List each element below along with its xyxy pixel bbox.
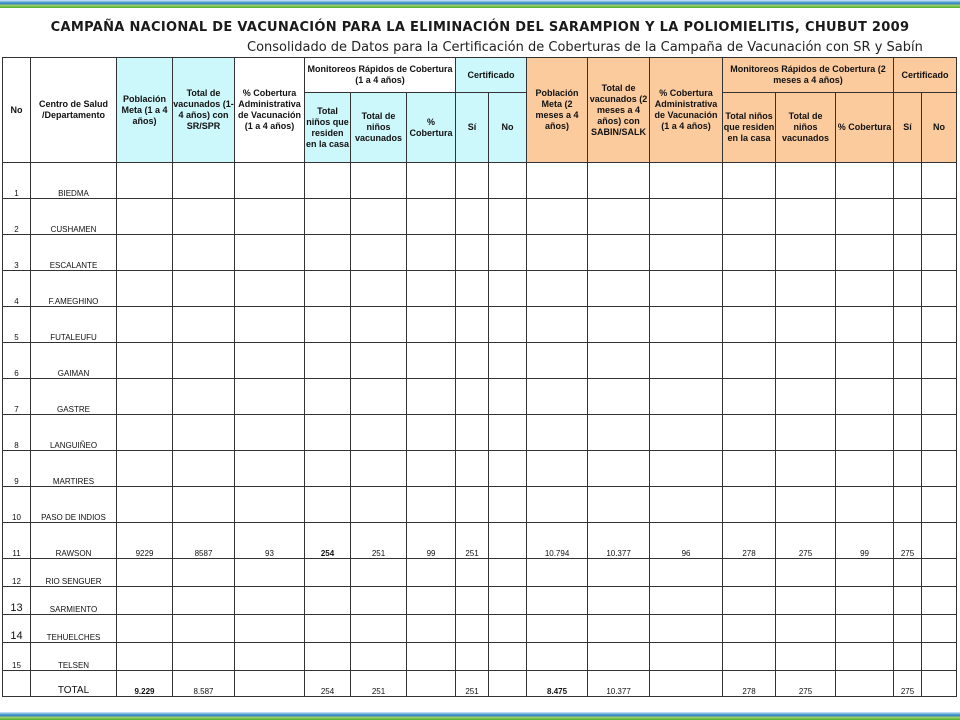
- row-number: 15: [3, 643, 31, 671]
- header-si-sr: Sí: [456, 93, 489, 163]
- cell-vacunados-sr: 251: [351, 523, 407, 559]
- page-title: CAMPAÑA NACIONAL DE VACUNACIÓN PARA LA ELIMINACIÓN DEL SARAMPION Y LA POLIOMIELITIS, CHUBUT 2009: [50, 20, 910, 35]
- header-residen-sr: Total niños que residen en la casa: [305, 93, 351, 163]
- row-number: 9: [3, 451, 31, 487]
- table-row: [3, 163, 957, 199]
- row-department: ESCALANTE: [31, 235, 117, 271]
- total-residen-sr: 254: [305, 671, 351, 697]
- header-cobertura-sr: % Cobertura Administrativa de Vacunación (1 a 4 años): [235, 58, 305, 163]
- table-row: [3, 199, 957, 235]
- table-row: [3, 487, 957, 523]
- total-poblacion-sr: 9.229: [117, 671, 173, 697]
- cell-vacunados-sabin: 275: [776, 523, 836, 559]
- header-vacunados-sr: Total de niños vacunados: [351, 93, 407, 163]
- total-si-sr: 251: [456, 671, 489, 697]
- cell-total-sr: 8587: [173, 523, 235, 559]
- header-pct-sabin: % Cobertura: [836, 93, 894, 163]
- row-number: 3: [3, 235, 31, 271]
- table-row: [3, 343, 957, 379]
- table-row: [3, 415, 957, 451]
- cell-poblacion-sabin: 10.794: [527, 523, 588, 559]
- row-number: 14: [3, 615, 31, 643]
- row-number: 4: [3, 271, 31, 307]
- cell-residen-sabin: 278: [723, 523, 776, 559]
- header-residen-sabin: Total niños que residen en la casa: [723, 93, 776, 163]
- total-residen-sabin: 278: [723, 671, 776, 697]
- row-number: 8: [3, 415, 31, 451]
- table-row: [3, 451, 957, 487]
- total-row: [3, 671, 957, 697]
- total-label: TOTAL: [31, 671, 117, 697]
- header-certificado-sabin: Certificado: [894, 58, 957, 93]
- row-department: F.AMEGHINO: [31, 271, 117, 307]
- header-pct-sr: % Cobertura: [407, 93, 456, 163]
- page-subtitle: Consolidado de Datos para la Certificación de Coberturas de la Campaña de Vacunación con SR y Sabín: [247, 40, 923, 55]
- row-number: 6: [3, 343, 31, 379]
- row-number: 2: [3, 199, 31, 235]
- table-row: [3, 307, 957, 343]
- row-department: TELSEN: [31, 643, 117, 671]
- row-department: PASO DE INDIOS: [31, 487, 117, 523]
- table-row: [3, 271, 957, 307]
- header-centro: Centro de Salud /Departamento: [31, 58, 117, 163]
- table-row: [3, 643, 957, 671]
- row-number: 12: [3, 559, 31, 587]
- row-number: 7: [3, 379, 31, 415]
- header-cobertura-sabin: % Cobertura Administrativa de Vacunación (1 a 4 años): [650, 58, 723, 163]
- total-si-sabin: 275: [894, 671, 922, 697]
- table-row: [3, 379, 957, 415]
- table-row: [3, 523, 957, 559]
- header-poblacion-sabin: Población Meta (2 meses a 4 años): [527, 58, 588, 163]
- header-total-sabin: Total de vacunados (2 meses a 4 años) con SABIN/SALK: [588, 58, 650, 163]
- header-monitoreos-sr: Monitoreos Rápidos de Cobertura (1 a 4 años): [305, 58, 456, 93]
- header-no-sr: No: [489, 93, 527, 163]
- row-department: GASTRE: [31, 379, 117, 415]
- bottom-decorative-stripe: [0, 712, 960, 720]
- top-decorative-stripe: [0, 0, 960, 8]
- cell-cobertura-sr: 93: [235, 523, 305, 559]
- cell-pct-sr: 99: [407, 523, 456, 559]
- row-number: 13: [3, 587, 31, 615]
- total-total-sr: 8.587: [173, 671, 235, 697]
- total-poblacion-sabin: 8.475: [527, 671, 588, 697]
- table-row: [3, 559, 957, 587]
- table-row: [3, 235, 957, 271]
- row-department: BIEDMA: [31, 163, 117, 199]
- row-number: 11: [3, 523, 31, 559]
- row-department: CUSHAMEN: [31, 199, 117, 235]
- cell-cobertura-sabin: 96: [650, 523, 723, 559]
- header-vacunados-sabin: Total de niños vacunados: [776, 93, 836, 163]
- row-department: RAWSON: [31, 523, 117, 559]
- cell-total-sabin: 10.377: [588, 523, 650, 559]
- cell-pct-sabin: 99: [836, 523, 894, 559]
- header-certificado-sr: Certificado: [456, 58, 527, 93]
- header-poblacion-sr: Población Meta (1 a 4 años): [117, 58, 173, 163]
- cell-si-sabin: 275: [894, 523, 922, 559]
- row-number: 10: [3, 487, 31, 523]
- row-number: 1: [3, 163, 31, 199]
- row-department: RIO SENGUER: [31, 559, 117, 587]
- row-department: FUTALEUFU: [31, 307, 117, 343]
- row-department: SARMIENTO: [31, 587, 117, 615]
- row-department: MARTIRES: [31, 451, 117, 487]
- total-vacunados-sr: 251: [351, 671, 407, 697]
- total-vacunados-sabin: 275: [776, 671, 836, 697]
- row-department: TEHUELCHES: [31, 615, 117, 643]
- row-number: 5: [3, 307, 31, 343]
- cell-residen-sr: 254: [305, 523, 351, 559]
- table-row: [3, 615, 957, 643]
- header-si-sabin: Sí: [894, 93, 922, 163]
- row-department: GAIMAN: [31, 343, 117, 379]
- cell-si-sr: 251: [456, 523, 489, 559]
- header-no-sabin: No: [922, 93, 957, 163]
- row-department: LANGUIÑEO: [31, 415, 117, 451]
- total-total-sabin: 10.377: [588, 671, 650, 697]
- cell-poblacion-sr: 9229: [117, 523, 173, 559]
- header-no: No: [3, 58, 31, 163]
- header-monitoreos-sabin: Monitoreos Rápidos de Cobertura (2 meses a 4 años): [723, 58, 894, 93]
- coverage-table: [2, 57, 957, 697]
- header-total-sr: Total de vacunados (1-4 años) con SR/SPR: [173, 58, 235, 163]
- table-row: [3, 587, 957, 615]
